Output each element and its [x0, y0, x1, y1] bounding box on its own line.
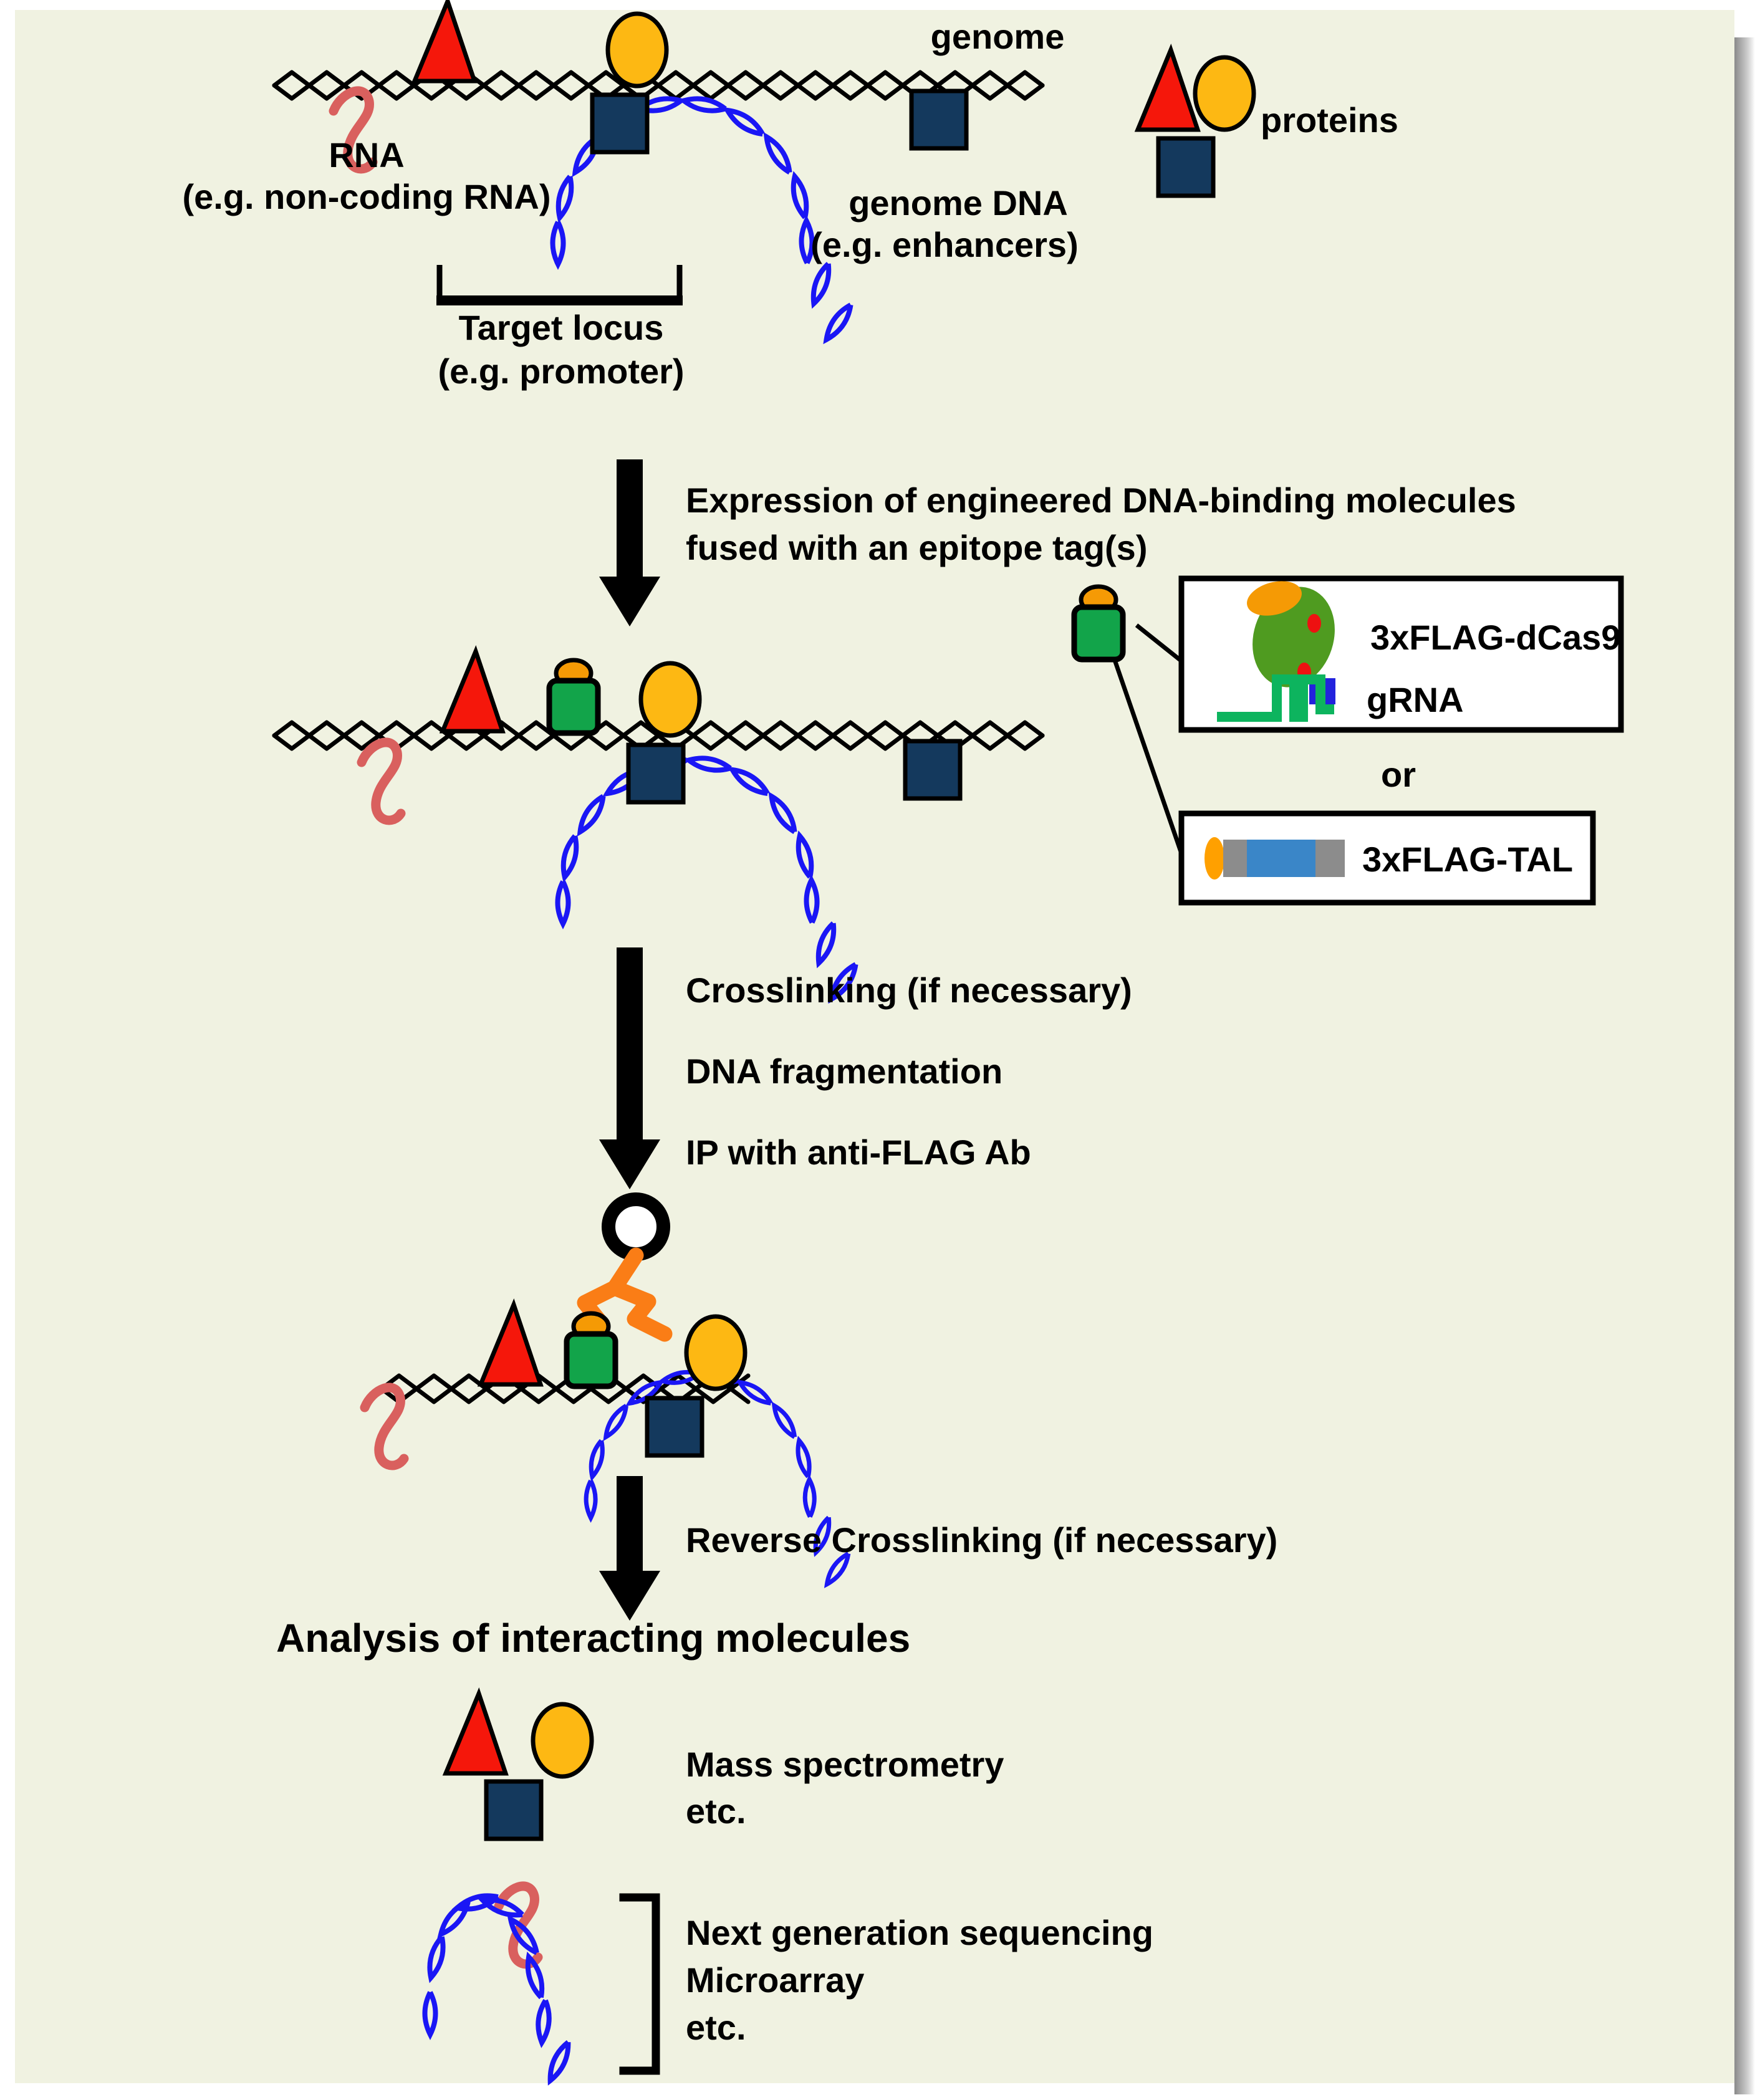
legend-grna-label: gRNA	[1367, 680, 1464, 719]
step3-text-line1: Reverse Crosslinking (if necessary)	[686, 1520, 1278, 1560]
tal-orange-cap	[1204, 837, 1224, 880]
step1-text-line2: fused with an epitope tag(s)	[686, 528, 1148, 567]
step2-text-line1: Crosslinking (if necessary)	[686, 971, 1132, 1010]
ngs-text-line3: etc.	[686, 2008, 746, 2047]
legend-or-label: or	[1381, 755, 1416, 794]
rna-label-line2: (e.g. non-coding RNA)	[182, 177, 551, 216]
tal-blue-bar	[1247, 840, 1315, 877]
genome-dna-label-line1: genome DNA	[849, 183, 1068, 223]
rna-label-line1: RNA	[329, 135, 405, 175]
yellow-oval-protein	[686, 1316, 745, 1389]
legend-tal-box	[1181, 813, 1593, 903]
dcas9-red-dot	[1307, 614, 1321, 633]
navy-square-protein	[911, 91, 966, 148]
genome-label: genome	[930, 17, 1065, 56]
ms-text-line2: etc.	[686, 1791, 746, 1831]
legend-dcas9-label: 3xFLAG-dCas9	[1370, 618, 1621, 657]
floating-tagged-molecule	[1074, 587, 1123, 659]
step2-text-line2: DNA fragmentation	[686, 1052, 1003, 1091]
yellow-oval-protein	[608, 14, 666, 86]
ngs-text-line1: Next generation sequencing	[686, 1913, 1153, 1952]
ngs-text-line2: Microarray	[686, 1960, 865, 2000]
step1-text-line1: Expression of engineered DNA-binding molecules	[686, 481, 1516, 520]
yellow-oval-protein	[641, 663, 700, 736]
navy-square-protein	[905, 741, 960, 798]
legend-dcas9-grna-box	[1181, 575, 1621, 730]
genome-dna-label-line2: (e.g. enhancers)	[810, 225, 1079, 264]
ms-text-line1: Mass spectrometry	[686, 1745, 1004, 1784]
page-edge-shadow	[1734, 37, 1755, 2094]
navy-square-protein	[628, 745, 683, 802]
step2-text-line3: IP with anti-FLAG Ab	[686, 1133, 1031, 1172]
bead-icon	[608, 1199, 663, 1254]
target-locus-label-line2: (e.g. promoter)	[438, 352, 685, 391]
bound-tagged-molecule	[549, 660, 598, 733]
legend-tal-label: 3xFLAG-TAL	[1362, 840, 1574, 879]
target-locus-label-line1: Target locus	[458, 308, 664, 347]
proteins-label: proteins	[1261, 100, 1398, 140]
navy-square-protein	[592, 95, 647, 152]
bound-tagged-molecule	[567, 1313, 615, 1386]
analysis-title: Analysis of interacting molecules	[276, 1616, 911, 1661]
navy-square-protein	[647, 1398, 702, 1455]
tal-icon	[1204, 837, 1345, 880]
